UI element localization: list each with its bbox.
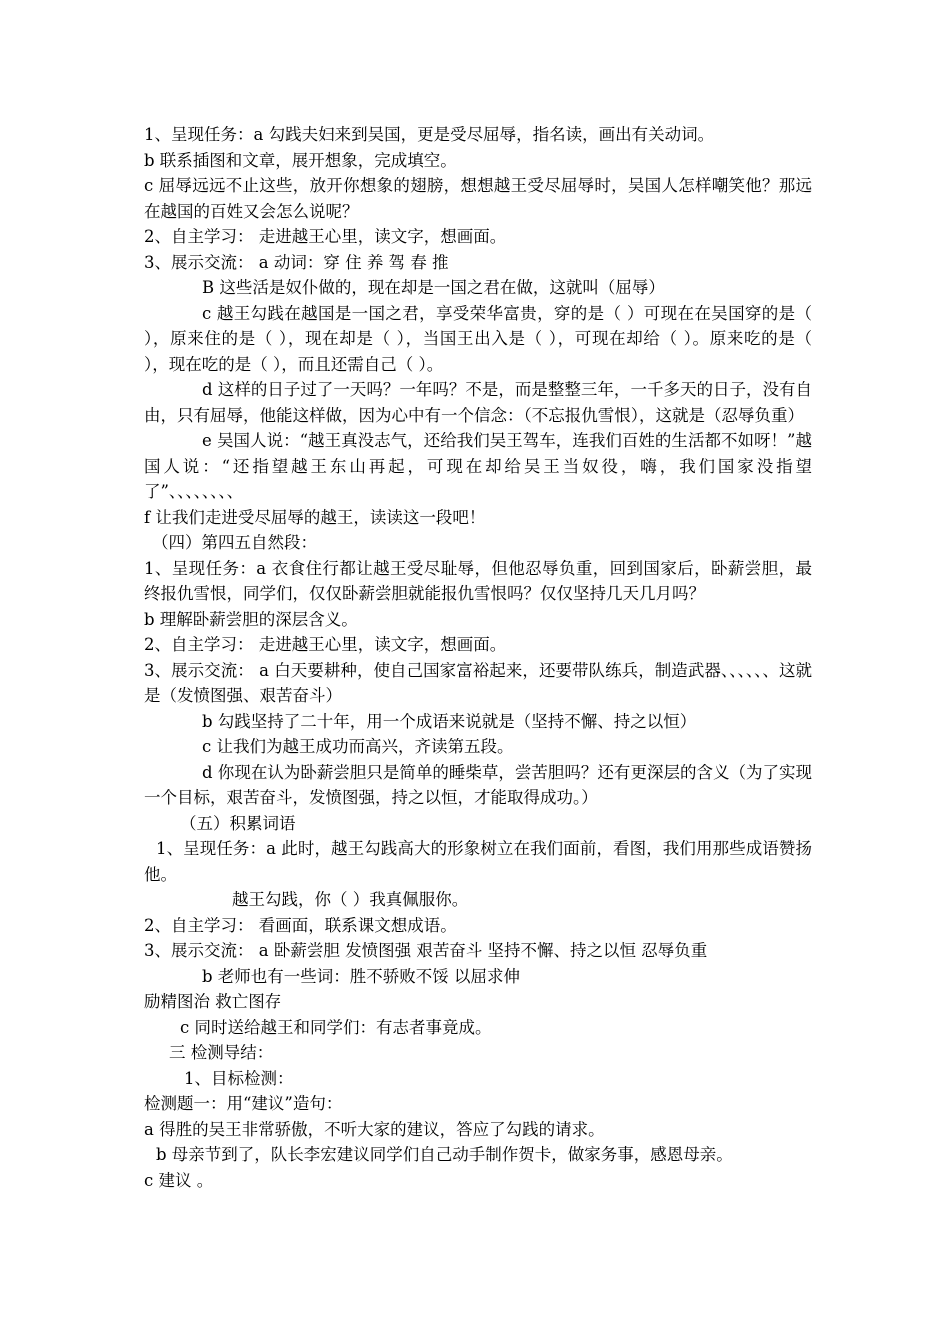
text-line-26: c 同时送给越王和同学们：有志者事竟成。	[180, 1017, 492, 1037]
text-line-6: B 这些活是奴仆做的，现在却是一国之君在做，这就叫（屈辱）	[202, 278, 665, 297]
text-line-15: 3、展示交流： a 白天要耕种，使自己国家富裕起来，还要带队练兵，制造武器、、、、、、这就是（发愤图强、艰苦奋斗）	[144, 660, 812, 705]
text-line-17: c 让我们为越王成功而高兴，齐读第五段。	[202, 737, 514, 756]
text-line-28: 1、目标检测：	[184, 1068, 294, 1088]
text-line-18: d 你现在认为卧薪尝胆只是简单的睡柴草，尝苦胆吗？还有更深层的含义（为了实现一个目标，艰苦奋斗，发愤图强，持之以恒，才能取得成功。）	[144, 762, 812, 807]
text-line-31: b 母亲节到了，队长李宏建议同学们自己动手制作贺卡，做家务事，感恩母亲。	[156, 1145, 733, 1164]
text-line-10: f 让我们走进受尽屈辱的越王，读读这一段吧！	[144, 507, 486, 527]
text-line-13: b 理解卧薪尝胆的深层含义。	[144, 609, 358, 629]
text-line-12: 1、呈现任务：a 衣食住行都让越王受尽耻辱，但他忍辱负重，回到国家后，卧薪尝胆，最终报仇雪恨，同学们，仅仅卧薪尝胆就能报仇雪恨吗？仅仅坚持几天几月吗？	[144, 558, 812, 603]
text-line-2: b 联系插图和文章，展开想象，完成填空。	[144, 150, 457, 170]
text-line-8: d 这样的日子过了一天吗？一年吗？不是，而是整整三年，一千多天的日子，没有自由，只有屈辱，他能这样做，因为心中有一个信念：（不忘报仇雪恨），这就是（忍辱负重）	[144, 380, 812, 425]
text-line-23: 3、展示交流： a 卧薪尝胆 发愤图强 艰苦奋斗 坚持不懈、持之以恒 忍辱负重	[144, 941, 708, 960]
text-line-22: 2、自主学习： 看画面，联系课文想成语。	[144, 915, 457, 935]
text-line-32: c 建议 。	[144, 1170, 214, 1190]
text-line-14: 2、自主学习： 走进越王心里，读文字，想画面。	[144, 635, 507, 654]
section-heading-5: （五）积累词语	[180, 813, 296, 833]
text-line-5: 3、展示交流： a 动词：穿 住 养 驾 春 推	[144, 252, 449, 272]
text-line-25: 励精图治 救亡图存	[144, 992, 282, 1011]
text-line-9: e 吴国人说：“越王真没志气，还给我们吴王驾车，连我们百姓的生活都不如呀！”越国人说：“还指望越王东山再起，可现在却给吴王当奴役，嗨，我们国家没指望了”、、、、、、、、	[144, 431, 812, 501]
text-line-4: 2、自主学习： 走进越王心里，读文字，想画面。	[144, 227, 507, 246]
text-line-21: 越王勾践，你（ ）我真佩服你。	[232, 890, 469, 909]
text-line-20: 1、呈现任务：a 此时，越王勾践高大的形象树立在我们面前，看图，我们用那些成语赞扬他。	[144, 839, 812, 884]
document-body	[144, 122, 812, 1193]
section-heading-3: 三 检测导结：	[169, 1043, 274, 1062]
text-line-30: a 得胜的吴王非常骄傲，不听大家的建议，答应了勾践的请求。	[144, 1119, 605, 1139]
text-line-16: b 勾践坚持了二十年，用一个成语来说就是（坚持不懈、持之以恒）	[202, 711, 697, 731]
text-line-7: c 越王勾践在越国是一国之君，享受荣华富贵，穿的是（ ）可现在在吴国穿的是（ ），原来住的是（ ），现在却是（ ），当国王出入是（ ），可现在却给（ ）。原来吃的是（ ），现在吃的是（ ），而且还需自己（ ）。	[144, 303, 812, 374]
text-line-29: 检测题一：用“建议”造句：	[144, 1094, 343, 1113]
text-line-1: 1、呈现任务：a 勾践夫妇来到吴国，更是受尽屈辱，指名读，画出有关动词。	[144, 125, 715, 144]
text-line-3: c 屈辱远远不止这些，放开你想象的翅膀，想想越王受尽屈辱时，吴国人怎样嘲笑他？那远在越国的百姓又会怎么说呢？	[144, 176, 812, 221]
text-line-24: b 老师也有一些词：胜不骄败不馁 以屈求伸	[202, 966, 521, 986]
section-heading-4: （四）第四五自然段：	[152, 533, 317, 552]
